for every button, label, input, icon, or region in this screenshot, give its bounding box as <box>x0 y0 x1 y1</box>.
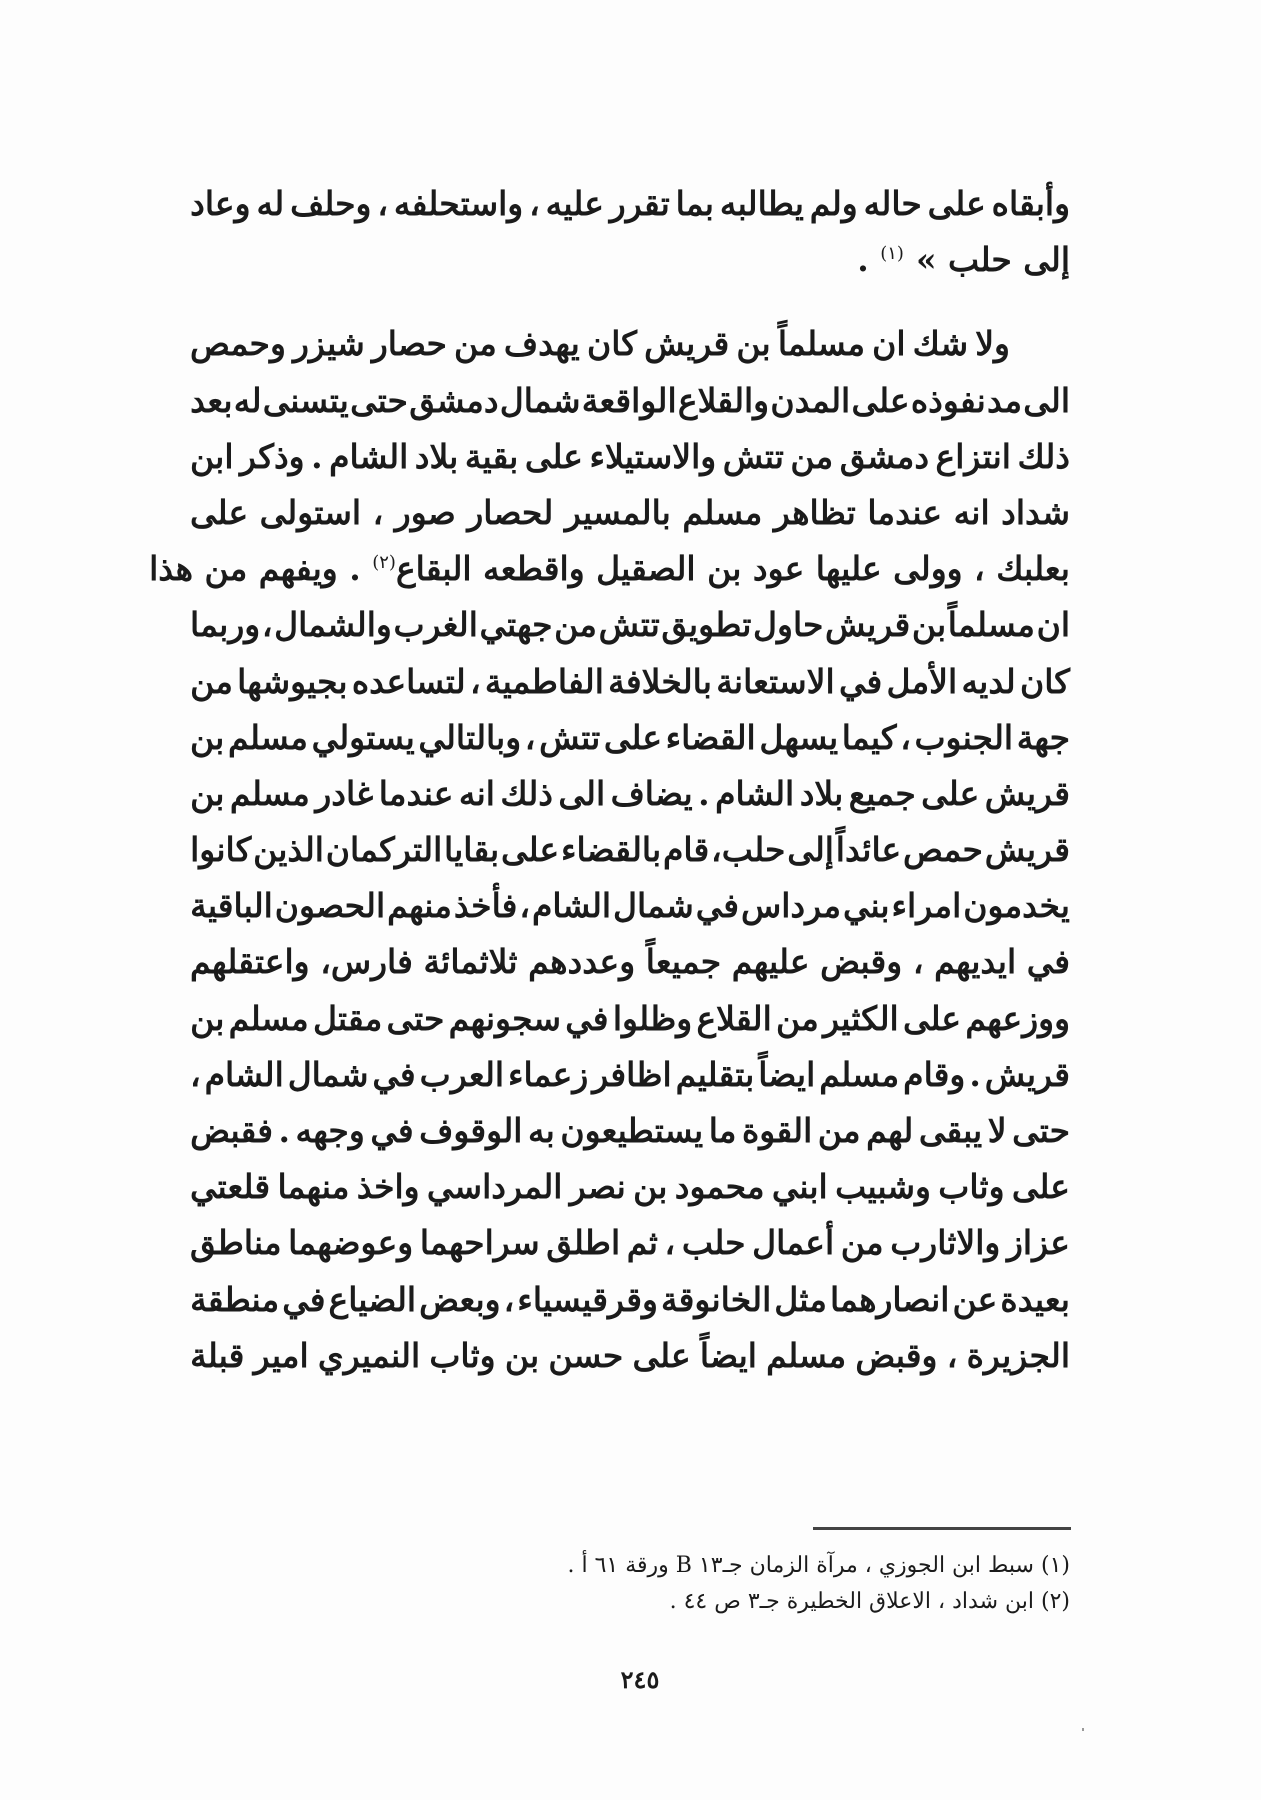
text-line <box>190 373 1070 429</box>
word: مسلم <box>227 717 308 757</box>
word: الى <box>558 773 606 813</box>
word: الجزيرة <box>966 1335 1070 1375</box>
word: بن <box>911 605 947 645</box>
word: وحلف <box>290 184 372 223</box>
word: عزاز <box>1006 1223 1070 1263</box>
word: وبعض <box>419 1279 501 1319</box>
word: بالقضاء <box>560 830 662 870</box>
word: شيزر <box>293 324 365 364</box>
word: وذكر <box>240 436 305 476</box>
word: وبالتالي <box>418 717 522 757</box>
word: كانوا <box>190 830 252 870</box>
word: . <box>698 773 710 813</box>
word: جهتي <box>479 605 553 645</box>
word: واعتقلهم <box>190 942 310 982</box>
word: من <box>554 605 597 645</box>
word: بلاد <box>414 436 459 476</box>
word: بتقليم <box>675 1054 755 1094</box>
word: الغرب <box>393 605 478 645</box>
text-line <box>190 654 1070 710</box>
word: ، <box>664 1223 676 1263</box>
word: ووزعهم <box>965 998 1070 1038</box>
word: بلاد <box>799 773 844 813</box>
word: بالمسير <box>564 492 671 532</box>
text-line <box>149 541 1070 597</box>
word: يبقى <box>918 1111 983 1150</box>
word: ابن <box>190 436 234 476</box>
word: فقبض <box>190 1111 273 1150</box>
word: ، <box>261 605 273 645</box>
word: عندما <box>867 492 943 532</box>
word: الشام <box>204 1054 284 1094</box>
word: بالخلافة <box>608 661 712 701</box>
text-line <box>190 991 1070 1047</box>
word: بقايا <box>444 830 500 870</box>
word: ابني <box>771 1167 828 1207</box>
word: مسلم <box>819 1054 900 1094</box>
word: له <box>256 184 285 223</box>
word: عندما <box>378 773 454 813</box>
word: القلاع <box>696 998 772 1038</box>
word: لهم <box>866 1111 914 1150</box>
word: تطويق <box>661 605 752 645</box>
word: بن <box>190 773 225 813</box>
word: وثاب <box>938 1167 1005 1207</box>
paragraph-gap <box>190 288 1070 316</box>
word: وقبض <box>855 1335 938 1375</box>
word: لحصار <box>467 492 554 532</box>
word: من <box>454 324 497 364</box>
text-line <box>190 232 1070 288</box>
word: على <box>524 436 583 476</box>
word: الشام <box>531 886 612 926</box>
word: جميعاً <box>645 942 722 982</box>
word: مسلم <box>682 492 763 532</box>
word: منهما <box>277 1167 350 1207</box>
footnotes <box>440 1548 1070 1620</box>
word: نفوذه <box>910 380 986 420</box>
text-line <box>190 597 1070 653</box>
word: على <box>603 717 663 757</box>
word: يسهل <box>759 717 839 757</box>
word: والشمال <box>274 605 392 645</box>
word: استولى <box>259 492 362 532</box>
word: ان <box>1036 605 1070 645</box>
word: شمال <box>499 380 581 420</box>
word: كان <box>586 324 637 364</box>
word: ، <box>469 661 481 701</box>
word: به <box>527 1111 555 1150</box>
text-punctuation: . <box>857 240 881 280</box>
word: مسلم <box>766 1335 847 1375</box>
word: والاثارب <box>890 1223 1001 1263</box>
word: على <box>501 830 560 870</box>
word: حسن <box>548 1335 624 1375</box>
text-line <box>190 316 1070 372</box>
word: جهة <box>1016 717 1070 757</box>
word: مسلم <box>229 773 310 813</box>
word: المرداسي <box>426 1167 563 1207</box>
word: بن <box>190 998 225 1038</box>
word: واستحلفه <box>393 184 524 223</box>
word: على <box>632 1335 691 1375</box>
word: مسلماً <box>777 324 866 364</box>
text-line <box>190 1159 1070 1215</box>
word: الجنوب <box>914 717 1014 757</box>
word: الشام <box>715 773 795 813</box>
word: الفاطمية <box>484 661 604 701</box>
word: الذين <box>253 830 324 870</box>
word: تتش <box>722 436 784 476</box>
word: مد <box>987 380 1023 420</box>
word: ايضاً <box>758 1054 816 1094</box>
word: قريش <box>984 830 1070 870</box>
footnote-2: (٢) ابن شداد ، الاعلاق الخطيرة جـ٣ ص ٤٤ . <box>669 1589 1070 1614</box>
word: انصارهما <box>829 1279 950 1319</box>
word: واخذ <box>356 1167 420 1207</box>
word: ان <box>872 324 906 364</box>
word: شمال <box>613 886 694 926</box>
word: يهدف <box>503 324 580 364</box>
word: محمود <box>674 1167 765 1207</box>
word: من <box>840 1223 884 1263</box>
word: بني <box>842 886 890 926</box>
text-line <box>190 1103 1070 1159</box>
word: حصار <box>371 324 447 364</box>
word: من <box>817 1111 861 1150</box>
word: حتى <box>350 380 408 420</box>
word: نصر <box>569 1167 626 1207</box>
word: حتى <box>1012 1111 1070 1150</box>
word: الضياع <box>328 1279 417 1319</box>
word: التركمان <box>325 830 443 870</box>
word: منهم <box>387 886 452 926</box>
word: امراء <box>891 886 962 926</box>
word: صور <box>394 492 456 532</box>
word: يطالبه <box>719 184 804 223</box>
word: حاله <box>863 184 922 223</box>
main-text <box>149 176 1070 1384</box>
word: يستولي <box>311 717 415 757</box>
word: كان <box>1020 661 1070 701</box>
word: على <box>927 184 986 223</box>
word: أعمال <box>752 1223 835 1263</box>
word: قريش <box>984 1054 1070 1094</box>
word: انتزاع <box>935 436 1011 476</box>
word: في <box>695 886 740 926</box>
word: حلب <box>681 1223 746 1263</box>
word: ، <box>900 717 911 757</box>
word: دمشق <box>839 436 930 476</box>
text-line <box>190 429 1070 485</box>
word: . <box>311 436 323 476</box>
word: بجيوشها <box>237 661 348 701</box>
word: ، <box>190 1054 201 1094</box>
word: الحصون <box>274 886 386 926</box>
word: ايضاً <box>699 1335 757 1375</box>
word: قلعتي <box>190 1167 271 1207</box>
word: انه <box>953 492 990 532</box>
word: بقية <box>464 436 519 476</box>
word: اطلق <box>546 1223 621 1263</box>
word: ثم <box>626 1223 658 1263</box>
word: الواقعة <box>581 380 677 420</box>
word: العرب <box>419 1054 505 1094</box>
word: النميري <box>317 1335 421 1375</box>
word: ، <box>529 184 540 223</box>
word: منطقة <box>190 1279 280 1319</box>
text-line <box>190 766 1070 822</box>
word: بن <box>736 324 771 364</box>
word: كيما <box>841 717 897 757</box>
text-line <box>190 1047 1070 1103</box>
word: قام <box>662 830 710 870</box>
word: حاول <box>753 605 824 645</box>
word: وعددهم <box>528 942 636 982</box>
word: بعيدة <box>1000 1279 1070 1319</box>
word: ما <box>708 1111 737 1150</box>
word: بعد <box>190 380 233 420</box>
word: ، <box>524 717 536 757</box>
word: وعوضهما <box>288 1223 414 1263</box>
word: وأبقاه <box>991 184 1070 223</box>
word: يستطيعون <box>560 1111 704 1150</box>
word: شداد <box>1001 492 1070 532</box>
footnote-ref-1[interactable]: (١) <box>880 243 904 265</box>
word: يضاف <box>610 773 693 813</box>
word: له <box>233 380 262 420</box>
text-line-tail: . ويفهم من هذا <box>149 549 373 589</box>
text-line <box>190 710 1070 766</box>
word: مسلم <box>228 998 309 1038</box>
word: قريش <box>984 773 1070 813</box>
word: من <box>190 661 233 701</box>
word: في <box>1026 942 1070 982</box>
word: فأخذ <box>453 886 518 926</box>
word: الكثير <box>823 998 899 1038</box>
word: وعاد <box>190 184 251 223</box>
word: في <box>282 1279 326 1319</box>
word: يخدمون <box>963 886 1070 926</box>
word: القوة <box>742 1111 813 1150</box>
word: قريش <box>644 324 730 364</box>
word: في <box>565 998 609 1038</box>
word: إلى <box>787 830 834 870</box>
text-line <box>190 485 1070 541</box>
text-line <box>190 934 1070 990</box>
word: الى <box>1023 380 1070 420</box>
word: ذلك <box>1017 436 1070 476</box>
word: من <box>790 436 834 476</box>
word: سجونهم <box>448 998 562 1038</box>
word: مسلماً <box>947 605 1035 645</box>
word: غادر <box>315 773 374 813</box>
word: على <box>190 492 249 532</box>
word: وحمص <box>190 324 286 364</box>
word: تتش <box>598 605 660 645</box>
footnote-1: (١) سبط ابن الجوزي ، مرآة الزمان جـ١٣ B ورقة ٦١ أ . <box>567 1553 1070 1578</box>
word: مناطق <box>190 1223 282 1263</box>
text-line <box>190 1215 1070 1271</box>
word: تتش <box>539 717 601 757</box>
text-line <box>190 822 1070 878</box>
word: . <box>969 1054 981 1094</box>
text-line <box>190 1272 1070 1328</box>
word: فارس، <box>320 942 413 982</box>
word: اظافر <box>592 1054 672 1094</box>
word: قريش <box>825 605 911 645</box>
word: ، <box>519 886 531 926</box>
text-line-content: بعلبك ، وولى عليها عود بن الصقيل واقطعه البقاع <box>395 549 1070 589</box>
word: ، <box>377 184 389 223</box>
word: دمشق <box>409 380 499 420</box>
word: على <box>902 998 962 1038</box>
word: سراحهما <box>419 1223 540 1263</box>
word: لديه <box>961 661 1016 701</box>
footnote-ref-2[interactable]: (٢) <box>372 552 396 574</box>
word: لتساعده <box>351 661 466 701</box>
word: بن <box>633 1167 668 1207</box>
word: وظلوا <box>612 998 693 1038</box>
text-line <box>190 1328 1070 1384</box>
word: امير <box>253 1335 309 1375</box>
word: الاستعانة <box>716 661 835 701</box>
word: في <box>838 661 883 701</box>
word: ذلك <box>500 773 553 813</box>
scan-speck <box>1082 1728 1084 1731</box>
word: عليه <box>545 184 604 223</box>
word: ايديهم <box>934 942 1017 982</box>
word: القضاء <box>665 717 756 757</box>
word: وشبيب <box>835 1167 931 1207</box>
word: تقرر <box>609 184 670 223</box>
word: جميع <box>848 773 916 813</box>
word: بن <box>504 1335 540 1375</box>
word: انه <box>458 773 495 813</box>
word: مرداس <box>740 886 841 926</box>
text-line <box>190 176 1070 232</box>
word: حلب، <box>711 830 786 870</box>
word: ، <box>372 492 384 532</box>
word: الخانوقة <box>660 1279 772 1319</box>
word: قبلة <box>190 1335 245 1375</box>
word: ، <box>912 942 924 982</box>
word: من <box>776 998 819 1038</box>
word: وقرقيسياء <box>517 1279 658 1319</box>
word: مثل <box>774 1279 827 1319</box>
text-line-content: إلى حلب » <box>915 240 1070 280</box>
word: ولم <box>809 184 858 223</box>
word: في <box>372 1054 416 1094</box>
word: الوقوف <box>419 1111 523 1150</box>
word: زعماء <box>507 1054 589 1094</box>
page-number: ٢٤٥ <box>620 1665 660 1694</box>
word: لا <box>987 1111 1007 1150</box>
word: المدن <box>770 380 851 420</box>
word: في <box>370 1111 414 1150</box>
word: وقام <box>903 1054 966 1094</box>
word: الأمل <box>886 661 958 701</box>
word: على <box>851 380 910 420</box>
word: شمال <box>287 1054 369 1094</box>
word: بن <box>190 717 225 757</box>
word: على <box>921 773 980 813</box>
word: بما <box>675 184 714 223</box>
footnote-separator <box>813 1527 1071 1530</box>
text-line <box>190 878 1070 934</box>
word: مقتل <box>312 998 383 1038</box>
word: عائداً <box>835 830 902 870</box>
word: عليهم <box>731 942 810 982</box>
word: والقلاع <box>677 380 770 420</box>
word: وثاب <box>429 1335 496 1375</box>
word: يتسنى <box>262 380 349 420</box>
word: ثلاثمائة <box>423 942 518 982</box>
word: ، <box>503 1279 515 1319</box>
word: على <box>1011 1167 1070 1207</box>
word: وربما <box>190 605 261 645</box>
word: شك <box>912 324 969 364</box>
word: وجهه <box>295 1111 365 1150</box>
word: حتى <box>386 998 445 1038</box>
word: عن <box>952 1279 998 1319</box>
word: الباقية <box>190 886 273 926</box>
word: والاستيلاء <box>589 436 717 476</box>
word: وقبض <box>820 942 903 982</box>
word: حمص <box>903 830 983 870</box>
word: ، <box>946 1335 958 1375</box>
word: ولا <box>975 324 1010 364</box>
word: تظاهر <box>773 492 856 532</box>
word: الشام <box>329 436 409 476</box>
word: . <box>278 1111 290 1150</box>
